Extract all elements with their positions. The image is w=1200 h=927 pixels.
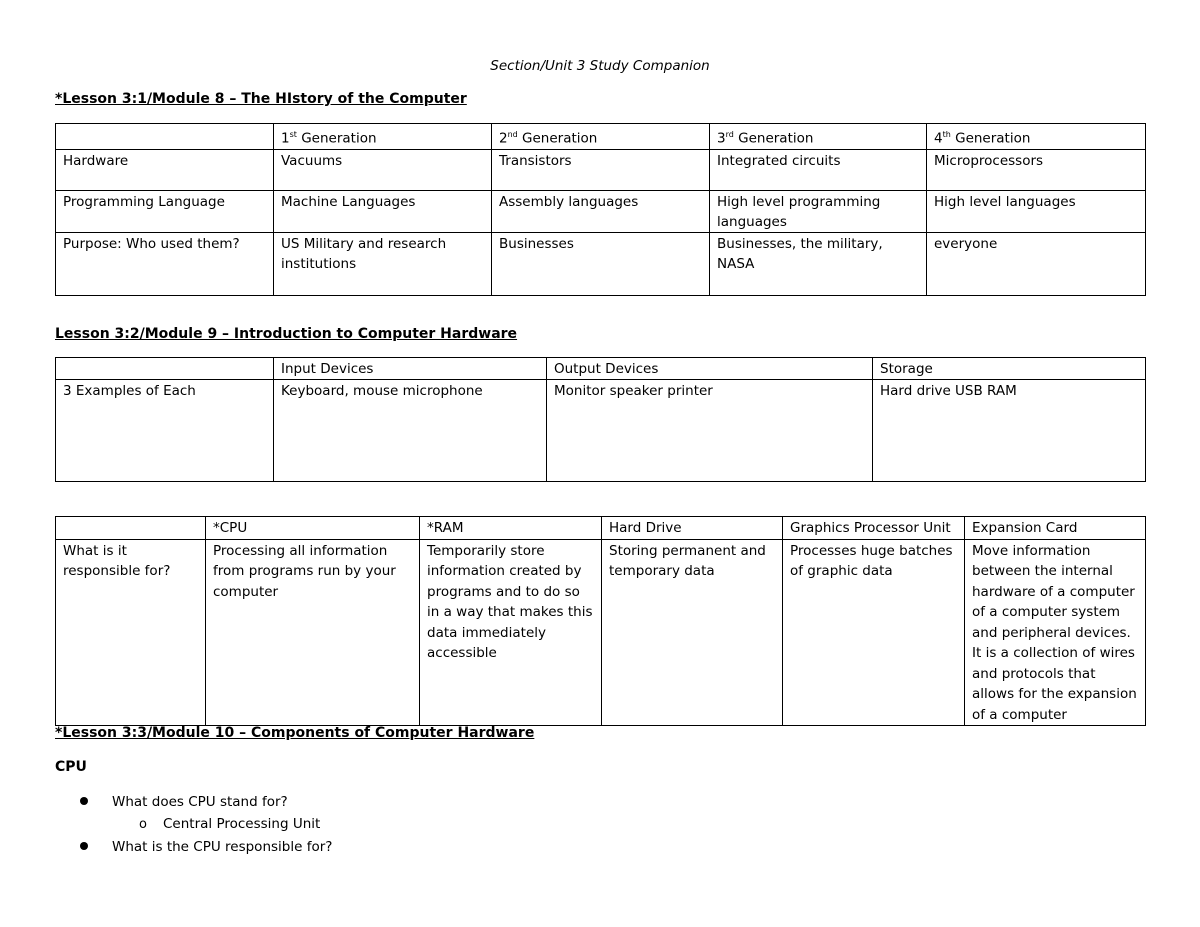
table-cell: Transistors <box>492 149 710 190</box>
generations-table <box>55 123 1146 296</box>
header-empty-cell <box>56 358 274 380</box>
components-table <box>55 516 1146 726</box>
table-cell: Machine Languages <box>274 190 492 232</box>
header-empty-cell <box>56 124 274 150</box>
header-gen-2: 2nd Generation <box>492 124 710 150</box>
table-row <box>56 149 1146 190</box>
table-cell: High level languages <box>927 190 1146 232</box>
table-row <box>56 190 1146 232</box>
devices-table <box>55 357 1146 482</box>
lesson-2-heading: Lesson 3:2/Module 9 – Introduction to Computer Hardware <box>55 326 518 342</box>
table-cell: everyone <box>927 232 1146 295</box>
cpu-heading: CPU <box>55 759 87 775</box>
list-item <box>139 815 320 834</box>
table-cell: Temporarily store information created by programs and to do so in a way that makes this data immediately accessible <box>420 539 602 726</box>
table-row <box>56 380 1146 482</box>
table-cell: US Military and research institutions <box>274 232 492 295</box>
table-cell: Processes huge batches of graphic data <box>783 539 965 726</box>
row-label: What is it responsible for? <box>56 539 206 726</box>
row-label: Hardware <box>56 149 274 190</box>
list-item <box>80 838 332 856</box>
header-ram: *RAM <box>420 517 602 540</box>
header-gen-3: 3rd Generation <box>710 124 927 150</box>
table-cell: Businesses <box>492 232 710 295</box>
bullet-icon <box>80 842 88 850</box>
components-header-row <box>56 517 1146 540</box>
header-input-devices: Input Devices <box>274 358 547 380</box>
page-title: Section/Unit 3 Study Companion <box>490 58 710 74</box>
question-text: What does CPU stand for? <box>112 794 288 810</box>
header-hard-drive: Hard Drive <box>602 517 783 540</box>
table-cell: Integrated circuits <box>710 149 927 190</box>
header-output-devices: Output Devices <box>547 358 873 380</box>
lesson-1-heading: *Lesson 3:1/Module 8 – The HIstory of the Computer <box>55 91 467 107</box>
table-row <box>56 232 1146 295</box>
row-label: Purpose: Who used them? <box>56 232 274 295</box>
lesson-3-heading: *Lesson 3:3/Module 10 – Components of Computer Hardware <box>55 725 535 741</box>
row-label: Programming Language <box>56 190 274 232</box>
generations-header-row <box>56 124 1146 150</box>
table-row <box>56 539 1146 726</box>
devices-header-row <box>56 358 1146 380</box>
table-cell: Hard drive USB RAM <box>873 380 1146 482</box>
header-gen-1: 1st Generation <box>274 124 492 150</box>
table-cell: Monitor speaker printer <box>547 380 873 482</box>
table-cell: High level programming languages <box>710 190 927 232</box>
header-empty-cell <box>56 517 206 540</box>
list-item <box>80 793 288 811</box>
table-cell: Storing permanent and temporary data <box>602 539 783 726</box>
table-cell: Move information between the internal hardware of a computer of a computer system and peripheral devices. It is a collection of wires and protocols that allows for the expansion of a computer <box>965 539 1146 726</box>
answer-text: Central Processing Unit <box>163 816 321 832</box>
row-label: 3 Examples of Each <box>56 380 274 482</box>
question-text: What is the CPU responsible for? <box>112 839 333 855</box>
table-cell: Processing all information from programs run by your computer <box>206 539 420 726</box>
header-cpu: *CPU <box>206 517 420 540</box>
header-storage: Storage <box>873 358 1146 380</box>
table-cell: Microprocessors <box>927 149 1146 190</box>
header-expansion-card: Expansion Card <box>965 517 1146 540</box>
header-gpu: Graphics Processor Unit <box>783 517 965 540</box>
bullet-icon <box>80 797 88 805</box>
table-cell: Vacuums <box>274 149 492 190</box>
table-cell: Businesses, the military, NASA <box>710 232 927 295</box>
table-cell: Keyboard, mouse microphone <box>274 380 547 482</box>
sub-bullet-icon: o <box>139 817 147 832</box>
header-gen-4: 4th Generation <box>927 124 1146 150</box>
table-cell: Assembly languages <box>492 190 710 232</box>
